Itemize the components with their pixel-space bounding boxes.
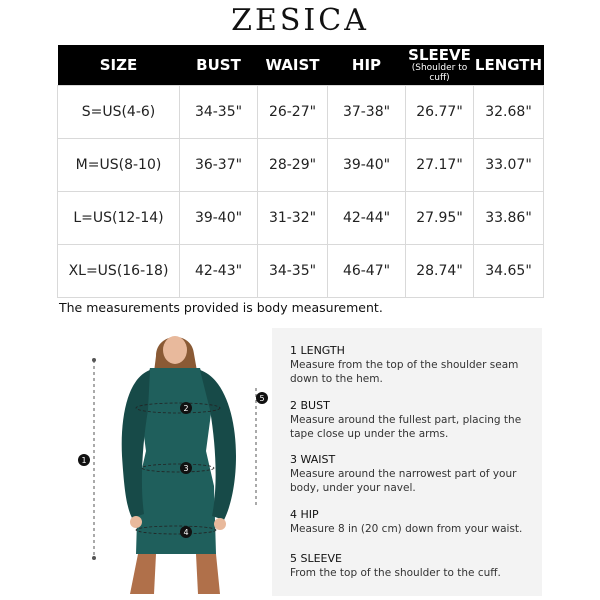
cell-size: XL=US(16-18) bbox=[58, 245, 180, 298]
marker-waist-label: 3 bbox=[183, 464, 189, 473]
cell-sleeve: 26.77" bbox=[406, 86, 474, 139]
marker-length-label: 1 bbox=[81, 456, 87, 465]
guide-length-title: 1 LENGTH bbox=[290, 344, 345, 357]
cell-length: 34.65" bbox=[474, 245, 544, 298]
table-row bbox=[58, 192, 544, 245]
guide-bust-title: 2 BUST bbox=[290, 399, 330, 412]
marker-bust-label: 2 bbox=[183, 404, 189, 413]
guide-bust bbox=[290, 399, 540, 441]
size-chart-table bbox=[57, 45, 544, 298]
cell-hip: 37-38" bbox=[328, 86, 406, 139]
cell-size: L=US(12-14) bbox=[58, 192, 180, 245]
header-waist: WAIST bbox=[258, 45, 328, 86]
table-row bbox=[58, 139, 544, 192]
left-boot bbox=[130, 554, 156, 594]
cell-length: 33.86" bbox=[474, 192, 544, 245]
measurement-guide-panel bbox=[272, 328, 542, 596]
cell-size: M=US(8-10) bbox=[58, 139, 180, 192]
cell-size: S=US(4-6) bbox=[58, 86, 180, 139]
cell-hip: 39-40" bbox=[328, 139, 406, 192]
marker-length bbox=[78, 454, 90, 466]
header-size: SIZE bbox=[58, 45, 180, 86]
guide-length-desc: Measure from the top of the shoulder seam down to the hem. bbox=[290, 359, 519, 385]
cell-waist: 31-32" bbox=[258, 192, 328, 245]
header-hip: HIP bbox=[328, 45, 406, 86]
cell-waist: 34-35" bbox=[258, 245, 328, 298]
table-row bbox=[58, 86, 544, 139]
cell-length: 32.68" bbox=[474, 86, 544, 139]
cell-sleeve: 27.95" bbox=[406, 192, 474, 245]
length-guide-cap-top bbox=[92, 358, 96, 362]
guide-hip bbox=[290, 508, 540, 536]
marker-waist bbox=[180, 462, 192, 474]
measurement-note: The measurements provided is body measurement. bbox=[59, 300, 383, 315]
cell-bust: 42-43" bbox=[180, 245, 258, 298]
marker-sleeve-label: 5 bbox=[259, 394, 265, 403]
cell-waist: 26-27" bbox=[258, 86, 328, 139]
cell-bust: 36-37" bbox=[180, 139, 258, 192]
cell-bust: 34-35" bbox=[180, 86, 258, 139]
guide-waist bbox=[290, 453, 540, 495]
cell-sleeve: 28.74" bbox=[406, 245, 474, 298]
header-length: LENGTH bbox=[474, 45, 544, 86]
guide-sleeve bbox=[290, 552, 540, 580]
guide-sleeve-desc: From the top of the shoulder to the cuff. bbox=[290, 567, 501, 579]
guide-hip-title: 4 HIP bbox=[290, 508, 319, 521]
brand-logo: ZESICA bbox=[231, 3, 369, 38]
guide-sleeve-title: 5 SLEEVE bbox=[290, 552, 342, 565]
model-figure bbox=[70, 326, 270, 596]
table-row bbox=[58, 245, 544, 298]
left-hand bbox=[130, 516, 142, 528]
cell-waist: 28-29" bbox=[258, 139, 328, 192]
header-bust: BUST bbox=[180, 45, 258, 86]
cell-bust: 39-40" bbox=[180, 192, 258, 245]
marker-bust bbox=[180, 402, 192, 414]
guide-waist-title: 3 WAIST bbox=[290, 453, 336, 466]
table-header-row bbox=[58, 45, 544, 86]
marker-hip-label: 4 bbox=[183, 528, 189, 537]
cell-sleeve: 27.17" bbox=[406, 139, 474, 192]
guide-bust-desc: Measure around the fullest part, placing the tape close up under the arms. bbox=[290, 414, 522, 440]
guide-length bbox=[290, 344, 540, 386]
cell-length: 33.07" bbox=[474, 139, 544, 192]
guide-hip-desc: Measure 8 in (20 cm) down from your waist. bbox=[290, 523, 523, 535]
face bbox=[163, 336, 187, 364]
right-hand bbox=[214, 518, 226, 530]
cell-hip: 42-44" bbox=[328, 192, 406, 245]
header-sleeve: SLEEVE (Shoulder to cuff) bbox=[406, 45, 474, 86]
cell-hip: 46-47" bbox=[328, 245, 406, 298]
guide-waist-desc: Measure around the narrowest part of your body, under your navel. bbox=[290, 468, 517, 494]
marker-sleeve bbox=[256, 392, 268, 404]
marker-hip bbox=[180, 526, 192, 538]
length-guide-cap-bottom bbox=[92, 556, 96, 560]
right-boot bbox=[196, 554, 220, 594]
